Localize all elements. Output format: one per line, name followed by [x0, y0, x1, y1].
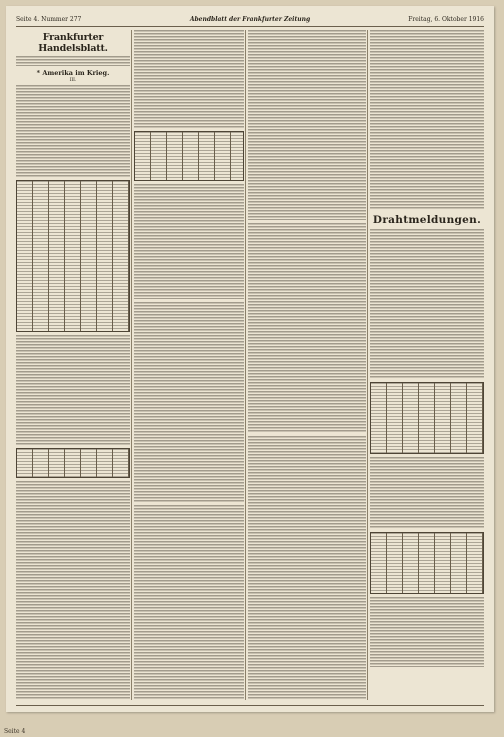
article-title: * Amerika im Krieg. — [36, 69, 110, 77]
article-body — [248, 30, 366, 220]
column-4 — [370, 30, 484, 700]
article-body — [134, 184, 244, 299]
column-3 — [248, 30, 366, 700]
statistics-table — [16, 448, 130, 478]
article-body — [370, 457, 484, 529]
masthead-subtitle-text — [16, 56, 130, 66]
article-body — [248, 223, 366, 433]
issue-date: Freitag, 6. Oktober 1916 — [408, 16, 484, 23]
article-body — [370, 229, 484, 379]
article-body — [134, 30, 244, 128]
page-number: Seite 4. Nummer 277 — [16, 16, 82, 23]
article-body — [370, 30, 484, 210]
article-body — [16, 335, 130, 445]
exchange-rate-table — [370, 532, 484, 594]
article-body — [16, 85, 130, 177]
statistics-table — [16, 180, 130, 332]
news-wire-title: Drahtmeldungen. — [372, 214, 482, 226]
article-body — [248, 436, 366, 700]
column-rule — [131, 30, 132, 700]
scan-page-mark: Seite 4 — [4, 728, 26, 735]
article-number: III. — [69, 78, 77, 83]
column-2 — [134, 30, 244, 700]
article-body — [16, 481, 130, 700]
exchange-rate-table — [370, 382, 484, 454]
newspaper-page — [6, 6, 494, 712]
article-body — [134, 505, 244, 700]
page-header — [16, 14, 484, 27]
page-footer-rule — [16, 705, 484, 706]
section-masthead: Frankfurter Handelsblatt. — [38, 32, 108, 54]
column-1 — [16, 30, 130, 700]
column-rule — [367, 30, 368, 700]
article-body — [370, 597, 484, 667]
column-rule — [245, 30, 246, 700]
statistics-table — [134, 131, 244, 181]
article-body — [134, 302, 244, 502]
newspaper-name: Abendblatt der Frankfurter Zeitung — [189, 16, 311, 23]
